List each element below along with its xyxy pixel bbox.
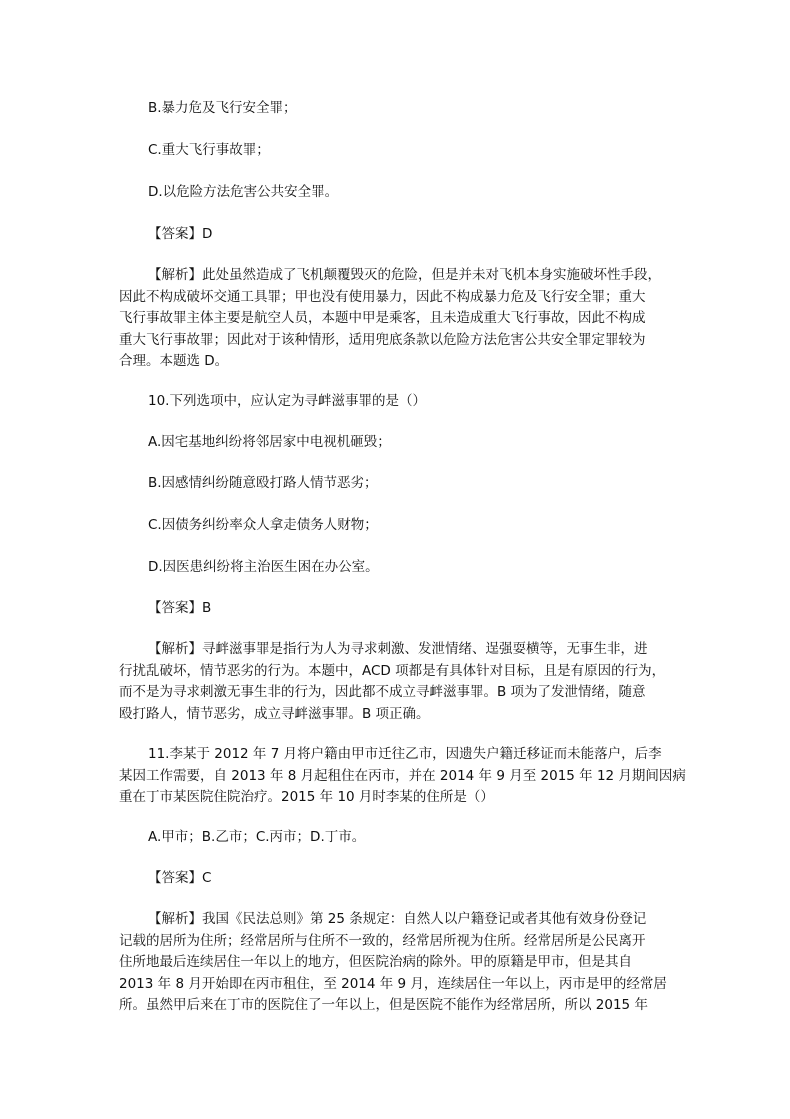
q11-question-line: 11.李某于 2012 年 7 月将户籍由甲市迁往乙市，因遗失户籍迁移证而未能落户，后李 [148, 746, 662, 762]
q10-analysis-line: 【解析】寻衅滋事罪是指行为人为寻求刺激、发泄情绪、逞强耍横等，无事生非，进 [148, 641, 648, 657]
q9-answer: 【答案】D [148, 226, 213, 242]
q10-analysis-line: 殴打路人，情节恶劣，成立寻衅滋事罪。B 项正确。 [119, 706, 430, 722]
q9-analysis-line: 飞行事故罪主体主要是航空人员，本题中甲是乘客，且未造成重大飞行事故，因此不构成 [119, 310, 646, 326]
q10-option-a: A.因宅基地纠纷将邻居家中电视机砸毁； [148, 434, 391, 450]
q9-analysis-line: 重大飞行事故罪；因此对于该种情形，适用兜底条款以危险方法危害公共安全罪定罪较为 [119, 332, 646, 348]
q11-answer: 【答案】C [148, 870, 212, 886]
q9-analysis-line: 【解析】此处虽然造成了飞机颠覆毁灭的危险，但是并未对飞机本身实施破坏性手段， [148, 267, 661, 283]
q10-option-c: C.因债务纠纷率众人拿走债务人财物； [148, 517, 378, 533]
q11-question-line: 重在丁市某医院住院治疗。2015 年 10 月时李某的住所是（） [119, 789, 494, 805]
q9-option-d: D.以危险方法危害公共安全罪。 [148, 184, 339, 200]
q10-question: 10.下列选项中，应认定为寻衅滋事罪的是（） [148, 393, 426, 409]
q10-analysis-line: 而不是为寻求刺激无事生非的行为，因此都不成立寻衅滋事罪。B 项为了发泄情绪，随意 [119, 684, 646, 700]
q10-option-b: B.因感情纠纷随意殴打路人情节恶劣； [148, 475, 378, 491]
q11-question-line: 某因工作需要，自 2013 年 8 月起租住在丙市，并在 2014 年 9 月至 2015 年 12 月期间因病 [119, 768, 686, 784]
q11-options: A.甲市；B.乙市；C.丙市；D.丁市。 [148, 829, 366, 845]
q10-analysis-line: 行扰乱破坏，情节恶劣的行为。本题中，ACD 项都是有具体针对目标，且是有原因的行为， [119, 663, 666, 679]
q11-analysis-line: 记载的居所为住所；经常居所与住所不一致的，经常居所视为住所。经常居所是公民离开 [119, 933, 646, 949]
q11-analysis-line: 住所地最后连续居住一年以上的地方，但医院治病的除外。甲的原籍是甲市，但是其自 [119, 954, 632, 970]
q10-option-d: D.因医患纠纷将主治医生困在办公室。 [148, 559, 379, 575]
q11-analysis-line: 2013 年 8 月开始即在丙市租住，至 2014 年 9 月，连续居住一年以上，丙市是甲的经常居 [119, 976, 667, 992]
q11-analysis-line: 所。虽然甲后来在丁市的医院住了一年以上，但是医院不能作为经常居所，所以 2015 年 [119, 997, 648, 1013]
q11-analysis-line: 【解析】我国《民法总则》第 25 条规定：自然人以户籍登记或者其他有效身份登记 [148, 911, 647, 927]
q9-option-c: C.重大飞行事故罪； [148, 142, 270, 158]
q9-option-b: B.暴力危及飞行安全罪； [148, 100, 297, 116]
q9-analysis-line: 合理。本题选 D。 [119, 353, 229, 369]
q10-answer: 【答案】B [148, 600, 212, 616]
q9-analysis-line: 因此不构成破坏交通工具罪；甲也没有使用暴力，因此不构成暴力危及飞行安全罪；重大 [119, 289, 646, 305]
